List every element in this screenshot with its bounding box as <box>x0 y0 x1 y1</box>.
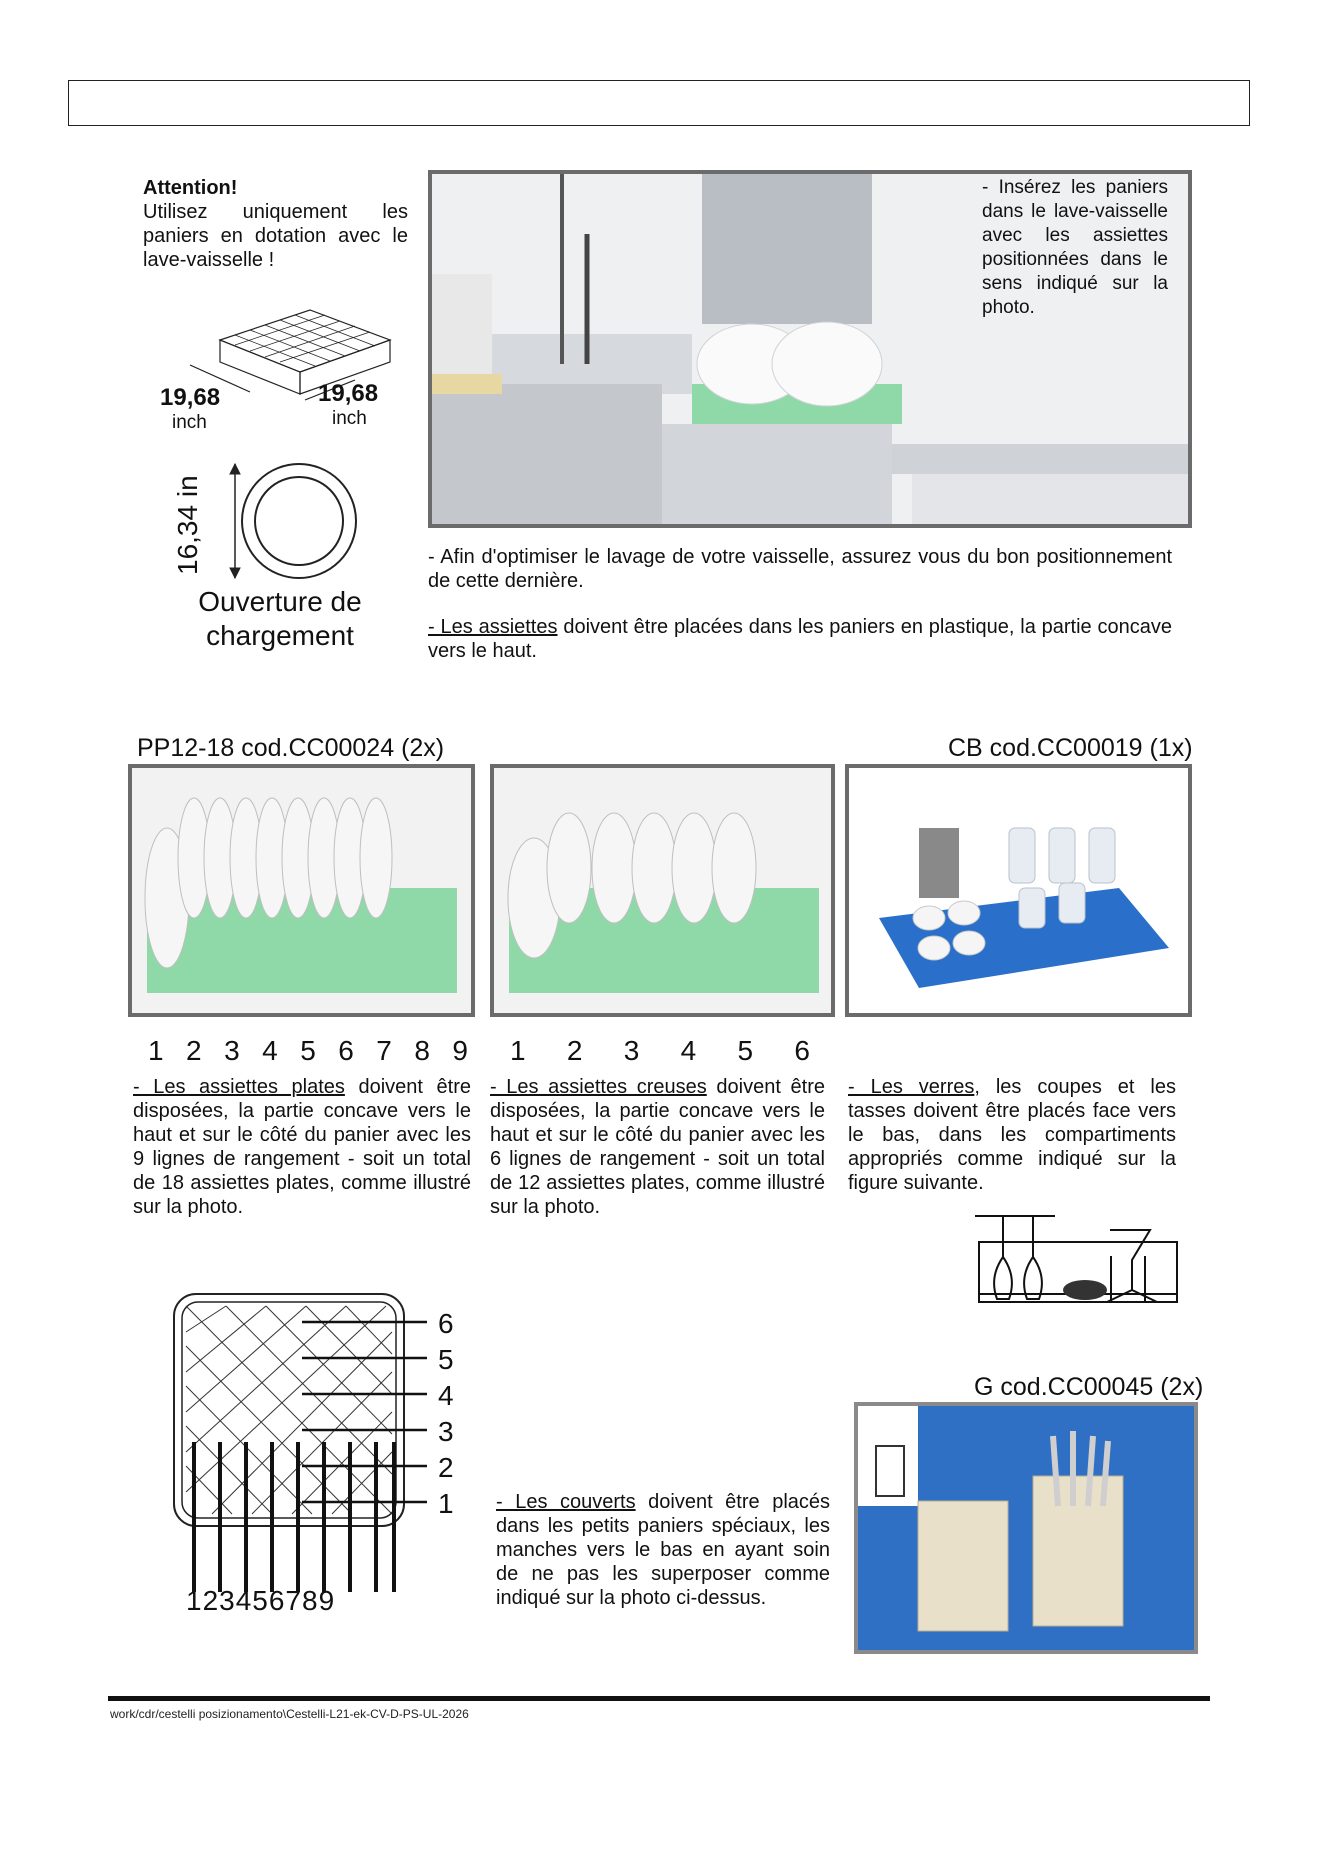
cutlery-desc-underlined: - Les couverts <box>496 1491 636 1513</box>
dim-left-unit: inch <box>172 412 207 433</box>
intro-paragraph-1: - Afin d'optimiser le lavage de votre vaisselle, assurez vous du bon positionnement de cette dernière. <box>428 546 1172 592</box>
rack1-num: 1 <box>148 1035 164 1066</box>
rack2-photo <box>490 764 835 1017</box>
grid-right-num: 1 <box>438 1488 454 1519</box>
grid-right-num: 5 <box>438 1344 454 1375</box>
header-frame <box>68 80 1250 126</box>
rack2-num: 6 <box>794 1035 810 1066</box>
rack3-title: CB cod.CC00019 (1x) <box>948 734 1193 762</box>
glass-compartment-diagram <box>975 1212 1185 1308</box>
rack2-row-numbers <box>510 1036 810 1066</box>
rack1-num: 3 <box>224 1035 240 1066</box>
intro-paragraph-2 <box>428 615 1172 663</box>
cutlery-title: G cod.CC00045 (2x) <box>974 1373 1204 1401</box>
rack3-photo <box>845 764 1192 1017</box>
opening-caption-line2: chargement <box>206 620 354 651</box>
rack2-num: 2 <box>566 1035 583 1066</box>
rack3-glasses-illustration <box>849 768 1188 1013</box>
footer-rule <box>108 1696 1210 1701</box>
opening-caption-line1: Ouverture de <box>198 586 362 617</box>
rack1-plates-illustration <box>132 768 471 1013</box>
rack2-num: 5 <box>737 1035 754 1066</box>
grid-right-num: 4 <box>438 1380 454 1411</box>
rack1-num: 9 <box>452 1035 468 1066</box>
cutlery-photo <box>854 1402 1198 1654</box>
rack1-desc-rest: doivent être disposées, la partie concave vers le haut et sur le côté du panier avec les 9 lignes de rangement - soit un total de 18 assiettes plates, comme illustré sur la photo. <box>133 1076 471 1218</box>
rack1-num: 6 <box>338 1035 354 1066</box>
grid-right-num: 2 <box>438 1452 454 1483</box>
dishwasher-photo-overlay-text: - Insérez les paniers dans le lave-vaisselle avec les assiettes positionnées dans le sens indiqué sur la photo. <box>982 177 1168 318</box>
intro-assiettes-underlined: - Les assiettes <box>428 616 558 638</box>
grid-right-numbers <box>438 1306 454 1522</box>
attention-title: Attention! <box>143 177 238 199</box>
rack2-desc-rest: doivent être disposées, la partie concave vers le haut et sur le côté du panier avec les 6 lignes de rangement - soit un total de 12 assiettes plates, comme illustré sur la photo. <box>490 1076 825 1218</box>
dim-left-value: 19,68 <box>160 384 221 411</box>
rack1-num: 5 <box>300 1035 316 1066</box>
rack2-desc-underlined: - Les assiettes creuses <box>490 1076 707 1098</box>
intro-paragraph-2-rest: doivent être placées dans les paniers en plastique, la partie concave vers le haut. <box>428 616 1172 662</box>
rack3-desc-underlined: - Les verres <box>848 1076 975 1098</box>
cutlery-baskets-illustration <box>858 1406 1194 1650</box>
rack2-description <box>490 1075 825 1219</box>
rack1-photo <box>128 764 475 1017</box>
attention-body: Utilisez uniquement les paniers en dotation avec le lave-vaisselle ! <box>143 201 408 271</box>
plate-grid-diagram <box>172 1292 432 1612</box>
grid-right-num: 6 <box>438 1308 454 1339</box>
rack1-num: 7 <box>376 1035 392 1066</box>
rack1-row-numbers <box>148 1036 468 1066</box>
dim-right-value: 19,68 <box>318 380 379 407</box>
grid-bottom-numbers: 123456789 <box>186 1585 336 1616</box>
cutlery-desc-rest: doivent être placés dans les petits paniers spéciaux, les manches vers le bas en ayant soin de ne pas les superposer comme indiqué sur la photo ci-dessus. <box>496 1491 831 1609</box>
rack1-num: 8 <box>414 1035 430 1066</box>
rack2-num: 3 <box>623 1035 640 1066</box>
rack2-plates-illustration <box>494 768 831 1013</box>
rack2-num: 1 <box>510 1035 526 1066</box>
dim-right-unit: inch <box>332 408 367 429</box>
cutlery-description <box>496 1490 830 1610</box>
opening-circle-diagram <box>225 460 375 585</box>
rack1-title: PP12-18 cod.CC00024 (2x) <box>137 734 445 762</box>
rack1-description <box>133 1075 471 1219</box>
rack3-description <box>848 1075 1176 1195</box>
footer-path: work/cdr/cestelli posizionamento\Cestelli-L21-ek-CV-D-PS-UL-2026 <box>110 1707 469 1721</box>
rack1-num: 2 <box>186 1035 202 1066</box>
opening-height-label: 16,34 in <box>172 475 203 575</box>
rack3-desc-rest: , les coupes et les tasses doivent être placés face vers le bas, dans les compartiments appropriés comme indiqué sur la figure suivante. <box>848 1076 1176 1194</box>
rack1-num: 4 <box>262 1035 278 1066</box>
rack2-num: 4 <box>680 1035 697 1066</box>
rack1-desc-underlined: - Les assiettes plates <box>133 1076 345 1098</box>
grid-right-num: 3 <box>438 1416 454 1447</box>
